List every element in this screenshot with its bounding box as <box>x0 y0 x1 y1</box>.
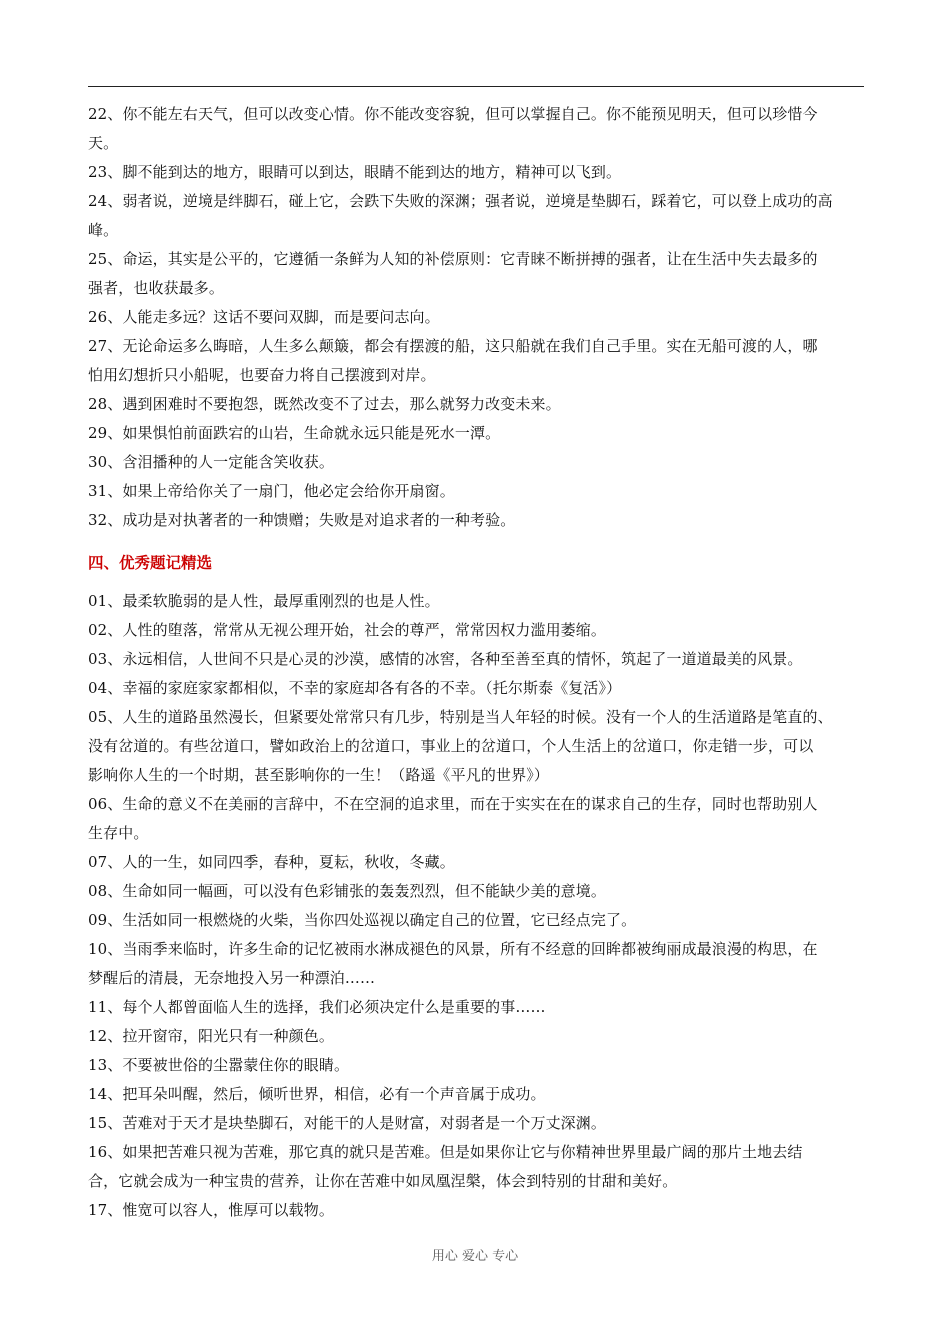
text-line: 怕用幻想折只小船呢，也要奋力将自己摆渡到对岸。 <box>88 366 436 384</box>
text-line: 25、命运，其实是公平的，它遵循一条鲜为人知的补偿原则：它青睐不断拼搏的强者，让在生活中失去最多的 <box>88 250 818 268</box>
page-footer: 用心 爱心 专心 <box>431 1249 519 1264</box>
text-line: 影响你人生的一个时期，甚至影响你的一生！（路遥《平凡的世界》） <box>88 766 549 784</box>
text-line: 23、脚不能到达的地方，眼睛可以到达，眼睛不能到达的地方，精神可以飞到。 <box>88 163 622 181</box>
text-line: 11、每个人都曾面临人生的选择，我们必须决定什么是重要的事…… <box>88 998 546 1016</box>
text-line: 峰。 <box>88 221 119 239</box>
text-line: 梦醒后的清晨，无奈地投入另一种漂泊…… <box>88 969 376 987</box>
text-line: 12、拉开窗帘，阳光只有一种颜色。 <box>88 1027 335 1045</box>
text-line: 强者，也收获最多。 <box>88 279 225 297</box>
text-line: 08、生命如同一幅画，可以没有色彩铺张的轰轰烈烈，但不能缺少美的意境。 <box>88 882 607 900</box>
text-line: 03、永远相信，人世间不只是心灵的沙漠，感情的冰窖，各种至善至真的情怀，筑起了一道道最美的风景。 <box>88 650 803 668</box>
section-heading: 四、优秀题记精选 <box>88 553 213 572</box>
text-line: 32、成功是对执著者的一种馈赠；失败是对追求者的一种考验。 <box>88 511 516 529</box>
text-line: 17、惟宽可以容人，惟厚可以载物。 <box>88 1201 335 1219</box>
text-line: 05、人生的道路虽然漫长，但紧要处常常只有几步，特别是当人年轻的时候。没有一个人的生活道路是笔直的、 <box>88 708 833 726</box>
text-line: 02、人性的堕落，常常从无视公理开始，社会的尊严，常常因权力滥用萎缩。 <box>88 621 607 639</box>
text-line: 没有岔道的。有些岔道口，譬如政治上的岔道口，事业上的岔道口，个人生活上的岔道口，你走错一步，可以 <box>88 737 814 755</box>
text-line: 生存中。 <box>88 824 149 842</box>
text-line: 13、不要被世俗的尘嚣蒙住你的眼睛。 <box>88 1056 350 1074</box>
text-line: 28、遇到困难时不要抱怨，既然改变不了过去，那么就努力改变未来。 <box>88 395 561 413</box>
text-line: 30、含泪播种的人一定能含笑收获。 <box>88 453 335 471</box>
quote-list-section-3 <box>88 100 868 535</box>
text-line: 09、生活如同一根燃烧的火柴，当你四处巡视以确定自己的位置，它已经点完了。 <box>88 911 637 929</box>
text-line: 04、幸福的家庭家家都相似，不幸的家庭却各有各的不幸。（托尔斯泰《复活》） <box>88 679 622 697</box>
header-rule <box>88 86 864 87</box>
text-line: 29、如果惧怕前面跌宕的山岩，生命就永远只能是死水一潭。 <box>88 424 501 442</box>
text-line: 14、把耳朵叫醒，然后，倾听世界，相信，必有一个声音属于成功。 <box>88 1085 546 1103</box>
text-line: 06、生命的意义不在美丽的言辞中，不在空洞的追求里，而在于实实在在的谋求自己的生存，同时也帮助别人 <box>88 795 818 813</box>
text-line: 27、无论命运多么晦暗，人生多么颠簸，都会有摆渡的船，这只船就在我们自己手里。实在无船可渡的人，哪 <box>88 337 818 355</box>
text-line: 07、人的一生，如同四季，春种，夏耘，秋收，冬藏。 <box>88 853 455 871</box>
text-line: 10、当雨季来临时，许多生命的记忆被雨水淋成褪色的风景，所有不经意的回眸都被绚丽成最浪漫的构思，在 <box>88 940 818 958</box>
text-line: 天。 <box>88 134 119 152</box>
text-line: 16、如果把苦难只视为苦难，那它真的就只是苦难。但是如果你让它与你精神世界里最广阔的那片土地去结 <box>88 1143 803 1161</box>
text-line: 26、人能走多远？这话不要问双脚，而是要问志向。 <box>88 308 440 326</box>
text-line: 22、你不能左右天气，但可以改变心情。你不能改变容貌，但可以掌握自己。你不能预见明天，但可以珍惜今 <box>88 105 818 123</box>
document-body <box>88 100 868 1225</box>
quote-list-section-4 <box>88 587 868 1225</box>
text-line: 31、如果上帝给你关了一扇门，他必定会给你开扇窗。 <box>88 482 455 500</box>
text-line: 15、苦难对于天才是块垫脚石，对能干的人是财富，对弱者是一个万丈深渊。 <box>88 1114 607 1132</box>
text-line: 24、弱者说，逆境是绊脚石，碰上它，会跌下失败的深渊；强者说，逆境是垫脚石，踩着它，可以登上成功的高 <box>88 192 833 210</box>
text-line: 合，它就会成为一种宝贵的营养，让你在苦难中如凤凰涅槃，体会到特别的甘甜和美好。 <box>88 1172 678 1190</box>
text-line: 01、最柔软脆弱的是人性，最厚重刚烈的也是人性。 <box>88 592 440 610</box>
